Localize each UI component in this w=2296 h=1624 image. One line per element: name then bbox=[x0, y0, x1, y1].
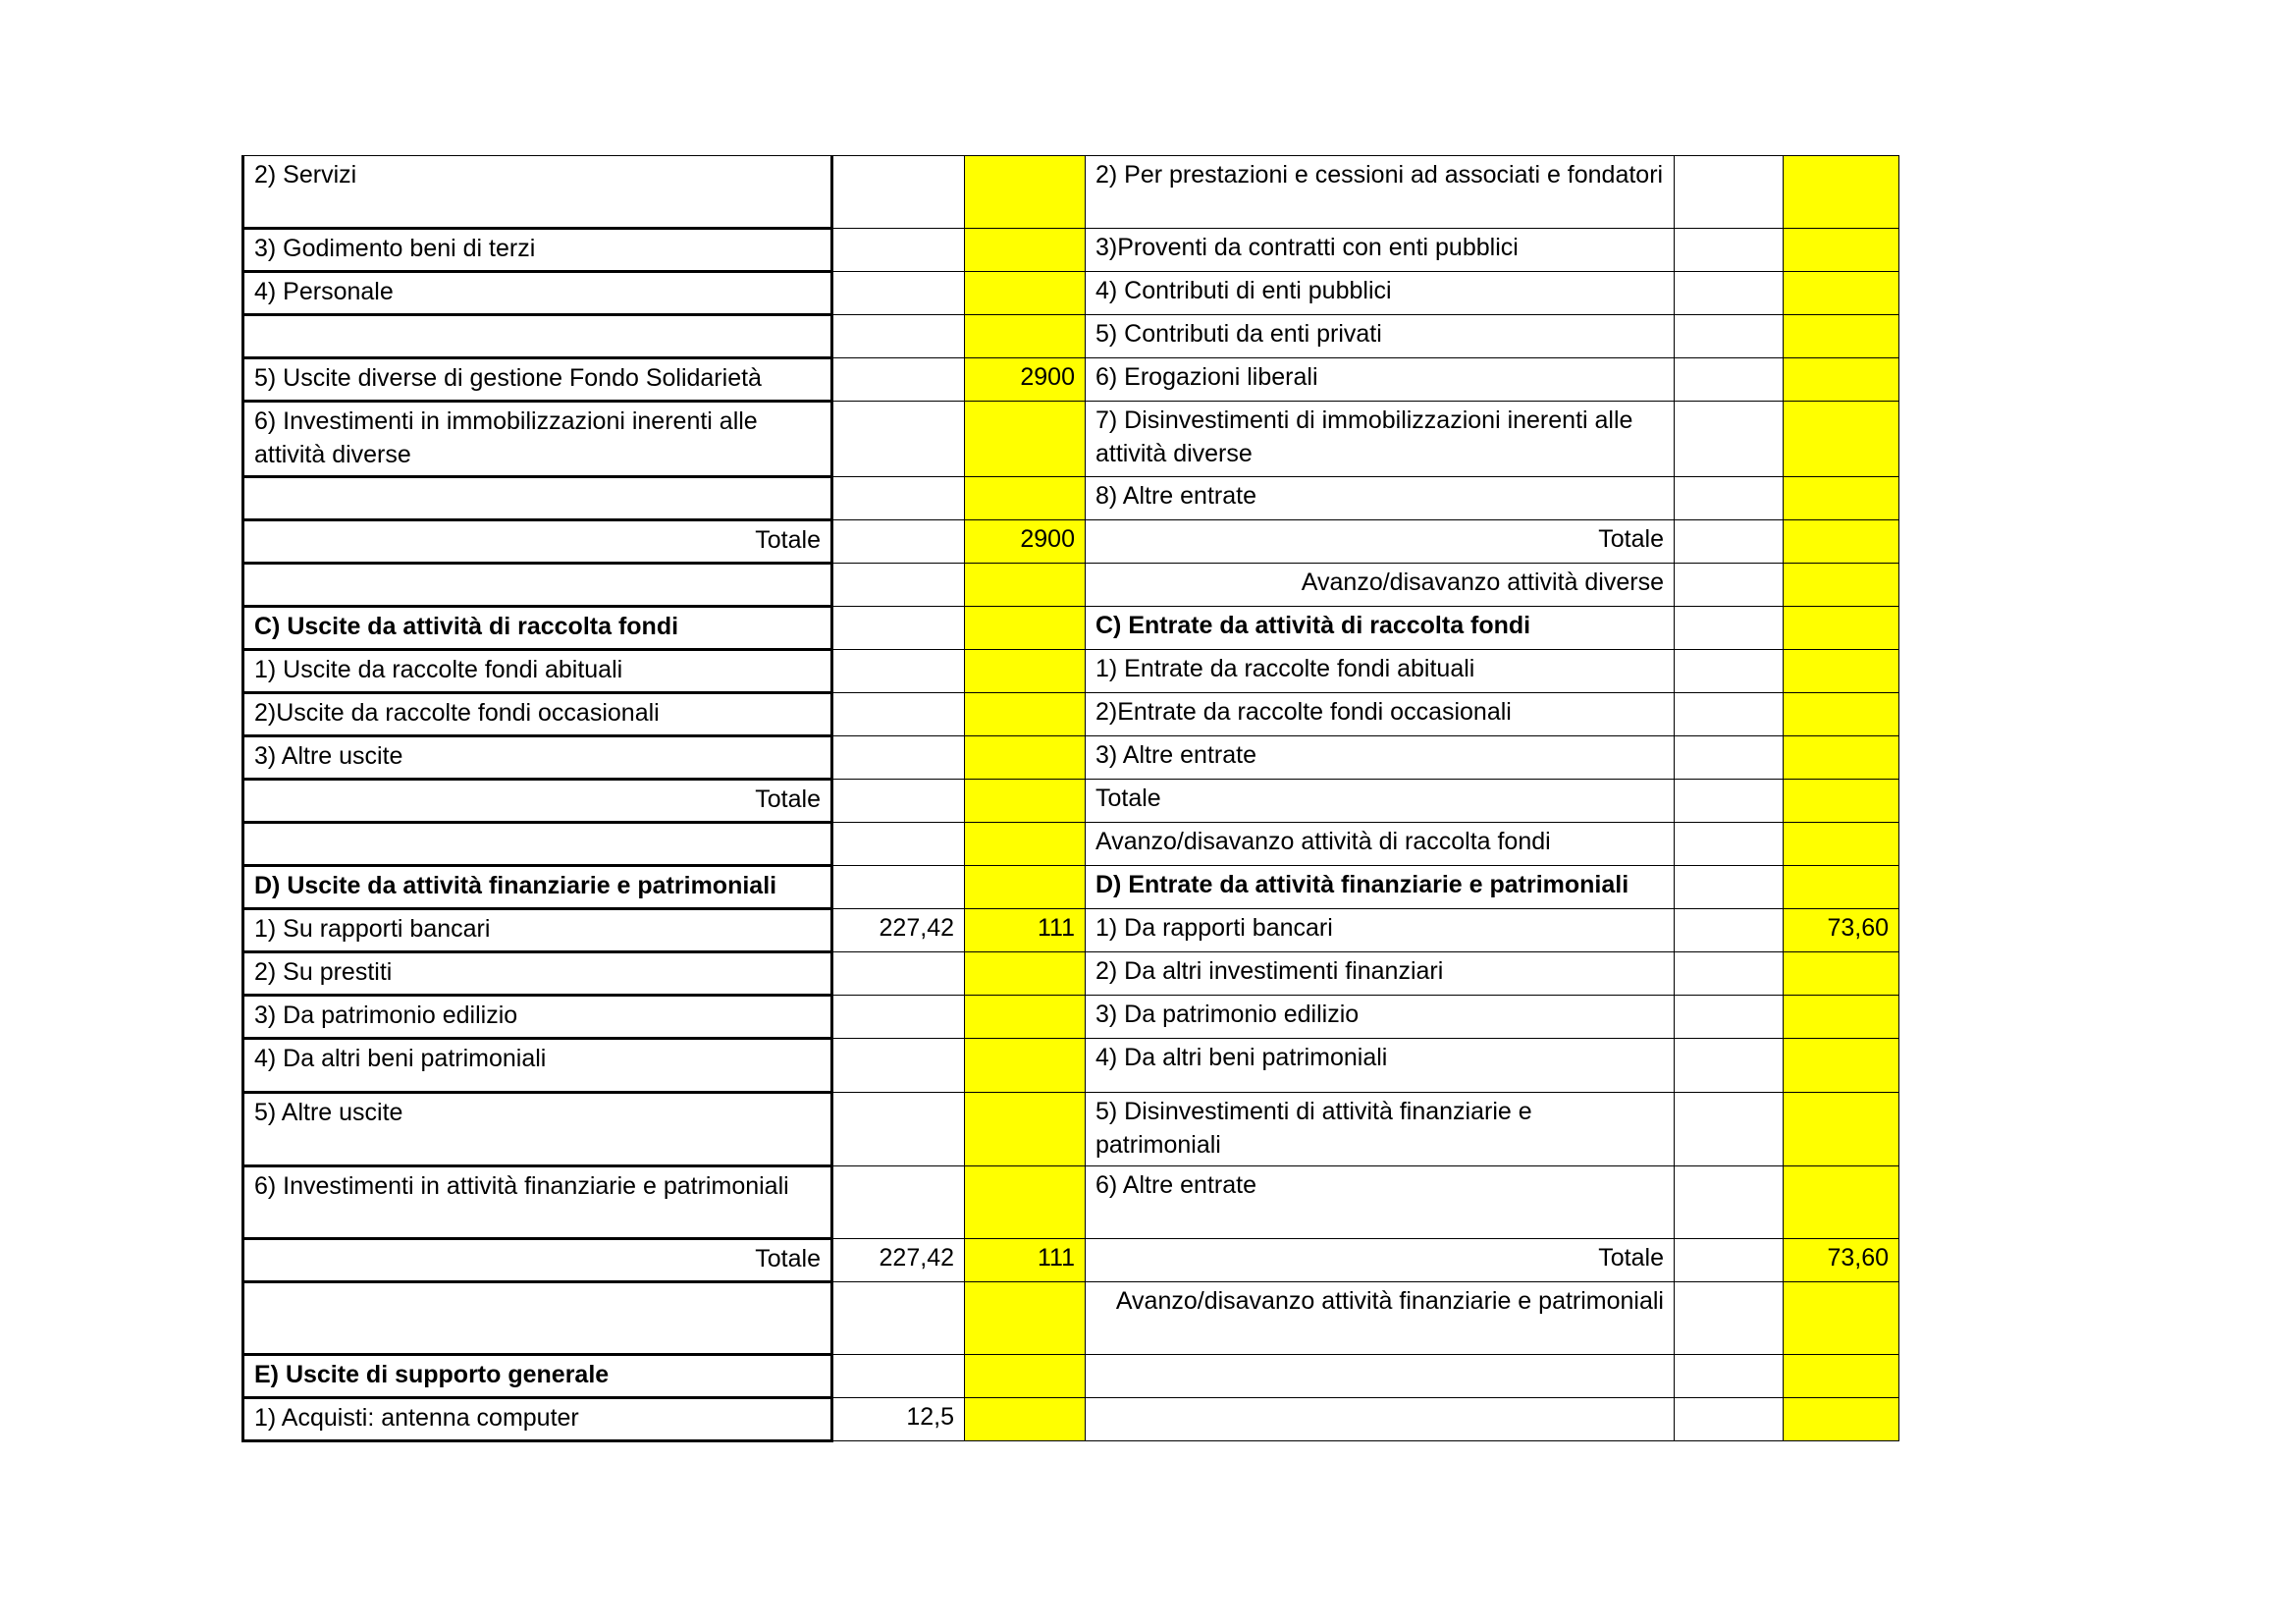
cell-prev-year bbox=[832, 564, 965, 607]
cell-curr-year bbox=[965, 607, 1086, 650]
cell-curr-year bbox=[965, 564, 1086, 607]
table-row bbox=[243, 156, 1899, 229]
cell-prev-year bbox=[1675, 315, 1784, 358]
table-row bbox=[243, 315, 1899, 358]
cell-curr-year bbox=[1784, 1093, 1899, 1166]
cell-prev-year bbox=[832, 477, 965, 520]
cell-prev-year bbox=[1675, 402, 1784, 477]
cell-entrate-label: D) Entrate da attività finanziarie e patrimoniali bbox=[1086, 866, 1675, 909]
cell-curr-year bbox=[1784, 315, 1899, 358]
table-row bbox=[243, 402, 1899, 477]
cell-curr-year: 2900 bbox=[965, 358, 1086, 402]
cell-prev-year bbox=[1675, 272, 1784, 315]
cell-prev-year bbox=[832, 823, 965, 866]
cell-curr-year bbox=[1784, 402, 1899, 477]
cell-curr-year bbox=[965, 650, 1086, 693]
cell-prev-year bbox=[1675, 693, 1784, 736]
cell-curr-year bbox=[1784, 520, 1899, 564]
cell-prev-year bbox=[1675, 358, 1784, 402]
cell-entrate-label: 3) Altre entrate bbox=[1086, 736, 1675, 780]
table-row bbox=[243, 693, 1899, 736]
cell-curr-year: 73,60 bbox=[1784, 909, 1899, 952]
cell-curr-year bbox=[965, 823, 1086, 866]
cell-prev-year bbox=[832, 156, 965, 229]
cell-uscite-label bbox=[243, 1282, 832, 1355]
cell-curr-year: 2900 bbox=[965, 520, 1086, 564]
cell-entrate-label: Avanzo/disavanzo attività diverse bbox=[1086, 564, 1675, 607]
cell-prev-year bbox=[1675, 1398, 1784, 1441]
cell-curr-year bbox=[965, 693, 1086, 736]
cell-prev-year bbox=[832, 693, 965, 736]
cell-prev-year bbox=[1675, 952, 1784, 996]
cell-prev-year bbox=[832, 402, 965, 477]
cell-prev-year bbox=[832, 736, 965, 780]
cell-prev-year bbox=[1675, 1166, 1784, 1239]
cell-curr-year: 73,60 bbox=[1784, 1239, 1899, 1282]
cell-entrate-label bbox=[1086, 1398, 1675, 1441]
cell-curr-year bbox=[1784, 952, 1899, 996]
table-row bbox=[243, 229, 1899, 272]
cell-uscite-label: 3) Da patrimonio edilizio bbox=[243, 996, 832, 1039]
table-row bbox=[243, 607, 1899, 650]
cell-prev-year bbox=[1675, 520, 1784, 564]
cell-curr-year: 111 bbox=[965, 909, 1086, 952]
cell-prev-year bbox=[832, 315, 965, 358]
cell-prev-year bbox=[832, 520, 965, 564]
cell-entrate-label: 3) Da patrimonio edilizio bbox=[1086, 996, 1675, 1039]
cell-prev-year bbox=[1675, 996, 1784, 1039]
cell-curr-year bbox=[965, 1166, 1086, 1239]
cell-prev-year bbox=[1675, 650, 1784, 693]
cell-prev-year bbox=[1675, 736, 1784, 780]
cell-prev-year: 12,5 bbox=[832, 1398, 965, 1441]
cell-curr-year bbox=[965, 315, 1086, 358]
cell-entrate-label: 3)Proventi da contratti con enti pubblici bbox=[1086, 229, 1675, 272]
cell-curr-year bbox=[965, 477, 1086, 520]
table-row bbox=[243, 1039, 1899, 1093]
cell-uscite-label: 1) Su rapporti bancari bbox=[243, 909, 832, 952]
cell-prev-year: 227,42 bbox=[832, 909, 965, 952]
cell-uscite-label: 4) Personale bbox=[243, 272, 832, 315]
cell-uscite-label: 6) Investimenti in attività finanziarie e patrimoniali bbox=[243, 1166, 832, 1239]
table-row bbox=[243, 1355, 1899, 1398]
cell-entrate-label: 5) Contributi da enti privati bbox=[1086, 315, 1675, 358]
table-row bbox=[243, 866, 1899, 909]
cell-entrate-label: 7) Disinvestimenti di immobilizzazioni inerenti alle attività diverse bbox=[1086, 402, 1675, 477]
cell-uscite-label: 6) Investimenti in immobilizzazioni inerenti alle attività diverse bbox=[243, 402, 832, 477]
cell-entrate-label: 1) Da rapporti bancari bbox=[1086, 909, 1675, 952]
cell-prev-year bbox=[832, 607, 965, 650]
cell-curr-year bbox=[1784, 780, 1899, 823]
cell-uscite-label: 2)Uscite da raccolte fondi occasionali bbox=[243, 693, 832, 736]
cell-prev-year bbox=[1675, 1039, 1784, 1093]
cell-curr-year bbox=[1784, 1166, 1899, 1239]
cell-uscite-label: D) Uscite da attività finanziarie e patrimoniali bbox=[243, 866, 832, 909]
table-row bbox=[243, 520, 1899, 564]
cell-entrate-label: 1) Entrate da raccolte fondi abituali bbox=[1086, 650, 1675, 693]
cell-curr-year bbox=[965, 1093, 1086, 1166]
cell-prev-year bbox=[1675, 1093, 1784, 1166]
cell-curr-year bbox=[1784, 156, 1899, 229]
table-row bbox=[243, 1239, 1899, 1282]
cell-uscite-label: Totale bbox=[243, 520, 832, 564]
cell-prev-year bbox=[832, 229, 965, 272]
cell-prev-year bbox=[832, 1282, 965, 1355]
cell-curr-year bbox=[1784, 564, 1899, 607]
cell-curr-year bbox=[965, 736, 1086, 780]
cell-entrate-label: 2)Entrate da raccolte fondi occasionali bbox=[1086, 693, 1675, 736]
cell-prev-year bbox=[1675, 229, 1784, 272]
cell-entrate-label: 4) Contributi di enti pubblici bbox=[1086, 272, 1675, 315]
cell-uscite-label bbox=[243, 315, 832, 358]
cell-entrate-label: 8) Altre entrate bbox=[1086, 477, 1675, 520]
cell-entrate-label: Totale bbox=[1086, 780, 1675, 823]
cell-curr-year bbox=[965, 952, 1086, 996]
cell-uscite-label bbox=[243, 564, 832, 607]
cell-prev-year bbox=[832, 952, 965, 996]
cell-entrate-label: 5) Disinvestimenti di attività finanziarie e patrimoniali bbox=[1086, 1093, 1675, 1166]
table-row bbox=[243, 952, 1899, 996]
cell-entrate-label: Totale bbox=[1086, 520, 1675, 564]
cell-uscite-label: C) Uscite da attività di raccolta fondi bbox=[243, 607, 832, 650]
table-row bbox=[243, 1398, 1899, 1441]
cell-uscite-label: 1) Uscite da raccolte fondi abituali bbox=[243, 650, 832, 693]
cell-uscite-label: 5) Altre uscite bbox=[243, 1093, 832, 1166]
cell-prev-year bbox=[832, 1039, 965, 1093]
cell-uscite-label: 3) Altre uscite bbox=[243, 736, 832, 780]
cell-curr-year bbox=[1784, 650, 1899, 693]
cell-prev-year bbox=[1675, 156, 1784, 229]
cell-curr-year bbox=[965, 156, 1086, 229]
cell-prev-year bbox=[1675, 477, 1784, 520]
table-row bbox=[243, 1093, 1899, 1166]
cell-uscite-label: 4) Da altri beni patrimoniali bbox=[243, 1039, 832, 1093]
cell-uscite-label: 2) Su prestiti bbox=[243, 952, 832, 996]
cell-prev-year bbox=[1675, 909, 1784, 952]
cell-prev-year: 227,42 bbox=[832, 1239, 965, 1282]
cell-curr-year bbox=[1784, 996, 1899, 1039]
cell-entrate-label: Avanzo/disavanzo attività finanziarie e patrimoniali bbox=[1086, 1282, 1675, 1355]
table-row bbox=[243, 823, 1899, 866]
cell-prev-year bbox=[1675, 1355, 1784, 1398]
cell-curr-year bbox=[965, 1355, 1086, 1398]
cell-prev-year bbox=[832, 866, 965, 909]
cell-curr-year bbox=[965, 1398, 1086, 1441]
cell-prev-year bbox=[1675, 866, 1784, 909]
cell-entrate-label: C) Entrate da attività di raccolta fondi bbox=[1086, 607, 1675, 650]
cell-prev-year bbox=[832, 650, 965, 693]
cell-prev-year bbox=[1675, 823, 1784, 866]
cell-curr-year bbox=[965, 1039, 1086, 1093]
table-row bbox=[243, 358, 1899, 402]
cell-curr-year bbox=[965, 996, 1086, 1039]
cell-prev-year bbox=[832, 996, 965, 1039]
cell-curr-year bbox=[1784, 1282, 1899, 1355]
table-row bbox=[243, 780, 1899, 823]
cell-entrate-label: 2) Da altri investimenti finanziari bbox=[1086, 952, 1675, 996]
cell-curr-year bbox=[1784, 736, 1899, 780]
cell-uscite-label bbox=[243, 823, 832, 866]
cell-prev-year bbox=[832, 1355, 965, 1398]
cell-prev-year bbox=[1675, 1282, 1784, 1355]
cell-uscite-label: 3) Godimento beni di terzi bbox=[243, 229, 832, 272]
cell-curr-year bbox=[1784, 272, 1899, 315]
cell-uscite-label: Totale bbox=[243, 1239, 832, 1282]
cell-curr-year bbox=[1784, 607, 1899, 650]
cell-uscite-label bbox=[243, 477, 832, 520]
table-row bbox=[243, 272, 1899, 315]
cell-prev-year bbox=[1675, 1239, 1784, 1282]
cell-curr-year bbox=[1784, 1355, 1899, 1398]
cell-uscite-label: 5) Uscite diverse di gestione Fondo Solidarietà bbox=[243, 358, 832, 402]
cell-curr-year bbox=[965, 1282, 1086, 1355]
cell-prev-year bbox=[1675, 780, 1784, 823]
table-row bbox=[243, 909, 1899, 952]
table-row bbox=[243, 1282, 1899, 1355]
cell-uscite-label: Totale bbox=[243, 780, 832, 823]
cell-entrate-label: 4) Da altri beni patrimoniali bbox=[1086, 1039, 1675, 1093]
financial-statement-table bbox=[241, 155, 1899, 1442]
cell-curr-year: 111 bbox=[965, 1239, 1086, 1282]
table-row bbox=[243, 736, 1899, 780]
cell-curr-year bbox=[965, 272, 1086, 315]
cell-entrate-label bbox=[1086, 1355, 1675, 1398]
cell-entrate-label: 6) Altre entrate bbox=[1086, 1166, 1675, 1239]
table-row bbox=[243, 996, 1899, 1039]
cell-curr-year bbox=[1784, 693, 1899, 736]
cell-entrate-label: Totale bbox=[1086, 1239, 1675, 1282]
cell-curr-year bbox=[1784, 229, 1899, 272]
cell-entrate-label: Avanzo/disavanzo attività di raccolta fondi bbox=[1086, 823, 1675, 866]
cell-prev-year bbox=[1675, 607, 1784, 650]
table-row bbox=[243, 1166, 1899, 1239]
cell-curr-year bbox=[1784, 358, 1899, 402]
cell-prev-year bbox=[832, 1166, 965, 1239]
cell-prev-year bbox=[1675, 564, 1784, 607]
cell-curr-year bbox=[1784, 866, 1899, 909]
table-row bbox=[243, 477, 1899, 520]
cell-entrate-label: 2) Per prestazioni e cessioni ad associati e fondatori bbox=[1086, 156, 1675, 229]
cell-curr-year bbox=[1784, 823, 1899, 866]
cell-prev-year bbox=[832, 1093, 965, 1166]
cell-entrate-label: 6) Erogazioni liberali bbox=[1086, 358, 1675, 402]
cell-prev-year bbox=[832, 358, 965, 402]
table-row bbox=[243, 564, 1899, 607]
cell-prev-year bbox=[832, 780, 965, 823]
cell-curr-year bbox=[965, 780, 1086, 823]
cell-uscite-label: E) Uscite di supporto generale bbox=[243, 1355, 832, 1398]
cell-curr-year bbox=[1784, 1398, 1899, 1441]
cell-curr-year bbox=[965, 229, 1086, 272]
cell-curr-year bbox=[1784, 477, 1899, 520]
cell-curr-year bbox=[965, 402, 1086, 477]
table-row bbox=[243, 650, 1899, 693]
cell-uscite-label: 2) Servizi bbox=[243, 156, 832, 229]
cell-prev-year bbox=[832, 272, 965, 315]
cell-uscite-label: 1) Acquisti: antenna computer bbox=[243, 1398, 832, 1441]
cell-curr-year bbox=[1784, 1039, 1899, 1093]
cell-curr-year bbox=[965, 866, 1086, 909]
